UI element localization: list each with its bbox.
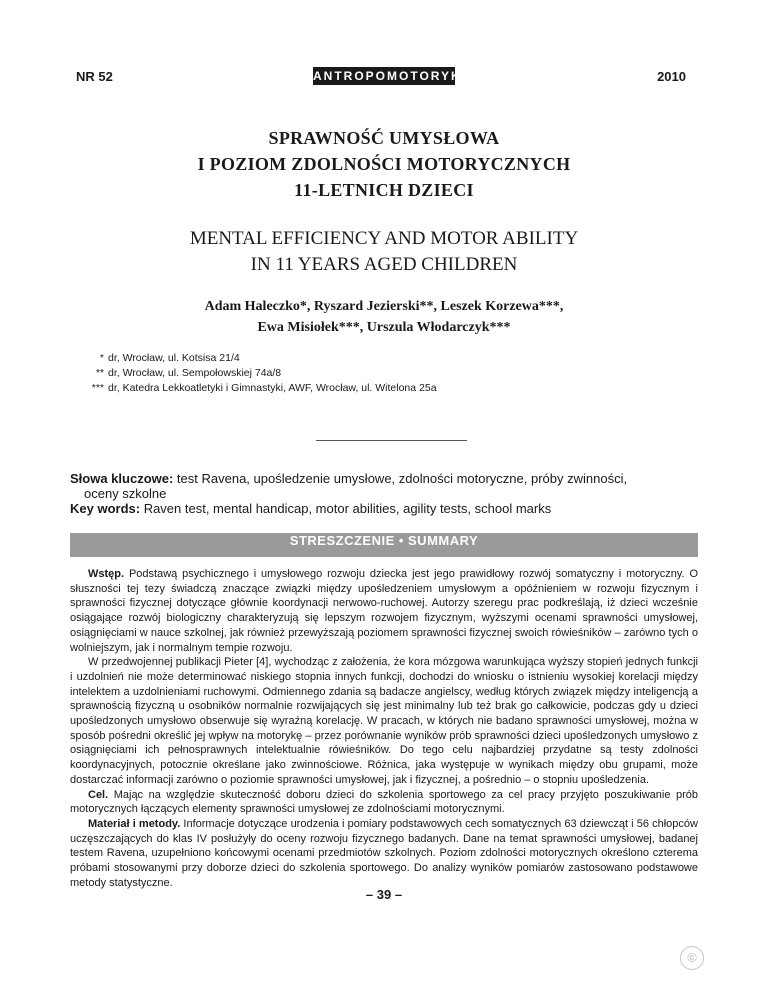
keywords-pl	[70, 471, 698, 486]
keywords-en	[70, 501, 698, 516]
paragraph-lead: Materiał i metody.	[88, 817, 181, 830]
keywords-pl-continued: oceny szkolne	[84, 486, 167, 501]
title-pl-line: 11-LETNICH DZIECI	[294, 180, 474, 200]
keywords-en-text: Raven test, mental handicap, motor abilities, agility tests, school marks	[140, 501, 552, 516]
title-english	[84, 226, 684, 278]
affiliation-text: dr, Wrocław, ul. Kotsisa 21/4	[108, 352, 240, 364]
authors-line: Adam Haleczko*, Ryszard Jezierski**, Leszek Korzewa***,	[204, 299, 564, 314]
authors-line: Ewa Misiołek***, Urszula Włodarczyk***	[257, 320, 511, 335]
affiliation-row	[78, 381, 437, 396]
abstract-paragraph	[70, 567, 698, 655]
paragraph-text: Podstawą psychicznego i umysłowego rozwoju dziecka jest jego prawidłowy rozwój somatyczny i motoryczny. O słuszności tej tezy świadczą znaczące związki między upośledzeniem umysłowym a opóźnieniem w rozwoju fizycznym i sprawności fizycznej dotyczące głównie koordynacji nerwowo-ruchowej. Autorzy szeregu prac podkreślają, iż dzieci wcześnie osiągające rozwój biologiczny charakteryzują się lepszym rozwojem fizycznym, wyższymi ocenami sprawności umysłowej, osiągnięciami w nauce szkolnej, jak również przewyższają poziomem sprawności fizycznej swoich rówieśników – zarówno tych o wolniejszym, jak i normalnym tempie rozwoju.	[70, 568, 698, 654]
paragraph-text: Mając na względzie skuteczność doboru dzieci do szkolenia sportowego za cel pracy przyjęto poszukiwanie prób motorycznych łączących elementy sprawności umysłowej ze zdolnościami motorycznymi.	[70, 788, 698, 816]
summary-heading: STRESZCZENIE • SUMMARY	[70, 533, 698, 557]
affiliations	[78, 351, 437, 396]
affiliation-mark: ***	[91, 382, 104, 394]
keywords-pl-text: test Ravena, upośledzenie umysłowe, zdolności motoryczne, próby zwinności,	[173, 471, 628, 486]
abstract-paragraph	[70, 655, 698, 787]
affiliation-mark: *	[99, 352, 104, 364]
title-pl-line: I POZIOM ZDOLNOŚCI MOTORYCZNYCH	[197, 154, 571, 174]
separator-rule	[316, 440, 467, 441]
paragraph-text: W przedwojennej publikacji Pieter [4], wychodząc z założenia, że kora mózgowa warunkująca wyższy stopień jednych funkcji i uzdolnień nie może determinować niskiego stopnia innych funkcji, dochodzi do wniosku o istnieniu wysokiej korelacji między intelektem a uzdolnieniami ruchowymi. Odmiennego zdania są badacze angielscy, według których związek między inteligencją a sprawnością fizyczną u osobników normalnie rozwijających się jest minimalny lub też brak go całkowicie, podczas gdy u dzieci upośledzonych umysłowo obserwuje się wyraźną korelację. W pracach, w których nie badano sprawności umysłowej, można w sposób pośredni określić jej wpływ na motorykę – przez porównanie wyników prób sprawności dzieci upośledzonych umysłowo z osiągnięciami ich pełnosprawnych intelektualnie rówieśników. Do tego celu najbardziej przydatne są testy zdolności koordynacyjnych, potocznie określane jako zwinnościowe. Różnica, jaka występuje w wynikach między obu grupami, może dostarczać informacji zarówno o poziomie sprawności umysłowej, jak i fizycznej, a pośrednio – o stopniu upośledzenia.	[70, 656, 698, 786]
affiliation-row	[78, 366, 437, 381]
abstract-body	[70, 567, 698, 890]
keywords-block	[70, 471, 698, 516]
paragraph-lead: Cel.	[88, 788, 109, 801]
title-en-line: MENTAL EFFICIENCY AND MOTOR ABILITY	[189, 228, 579, 249]
affiliation-text: dr, Wrocław, ul. Sempołowskiej 74a/8	[108, 367, 282, 379]
copyright-icon: ©	[680, 946, 704, 970]
keywords-pl-label: Słowa kluczowe:	[70, 471, 174, 486]
paragraph-lead: Wstęp.	[88, 568, 125, 580]
paragraph-text: Informacje dotyczące urodzenia i pomiary podstawowych cech somatycznych 63 dziewcząt i 56 chłopców uczęszczających do klas IV posłużyły do oceny rozwoju fizycznego badanych. Dane na temat sprawności umysłowej, badanej testem Ravena, uzupełniono końcowymi ocenami przedmiotów szkolnych. Poziom zdolności motorycznych określono czterema próbami stosowanymi przy doborze dzieci do szkolenia sportowego. Do analizy wyników pomiarów zastosowano podstawowe metody statystyczne.	[70, 817, 698, 889]
affiliation-text: dr, Katedra Lekkoatletyki i Gimnastyki, AWF, Wrocław, ul. Witelona 25a	[108, 382, 437, 394]
title-polish	[84, 125, 684, 203]
title-en-line: IN 11 YEARS AGED CHILDREN	[250, 254, 518, 275]
journal-name: ANTROPOMOTORYKA	[313, 69, 473, 83]
abstract-paragraph	[70, 788, 698, 817]
title-pl-line: SPRAWNOŚĆ UMYSŁOWA	[268, 128, 500, 148]
affiliation-mark: **	[95, 367, 104, 379]
affiliation-row	[78, 351, 437, 366]
abstract-paragraph	[70, 817, 698, 891]
author-list	[84, 296, 684, 338]
keywords-en-label: Key words:	[70, 501, 141, 516]
issue-number: NR 52	[76, 69, 113, 84]
publication-year: 2010	[657, 69, 686, 84]
page-number: – 39 –	[365, 887, 403, 902]
